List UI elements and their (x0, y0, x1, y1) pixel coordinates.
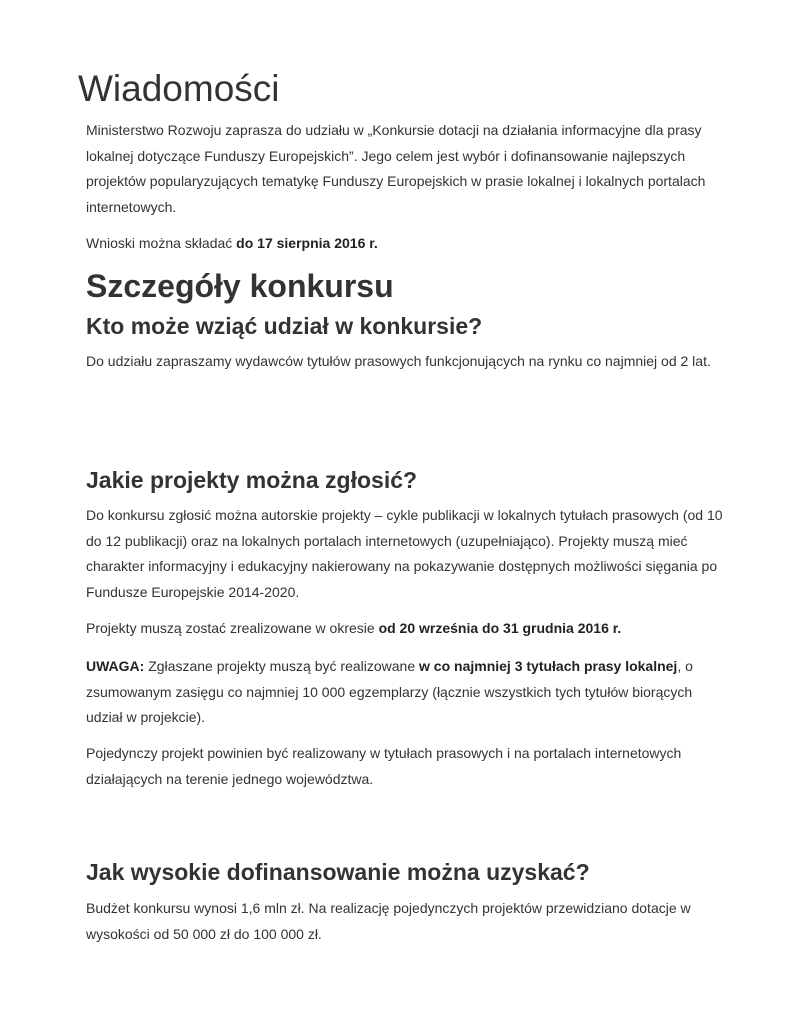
funding-section (86, 856, 726, 888)
who-heading: Kto może wziąć udział w konkursie? (86, 313, 483, 339)
warning-text-2: , o zsumowanym zasięgu co najmniej 10 000 egzemplarzy (łącznie wszystkich tych tytułów biorących udział w projekcie). (86, 658, 693, 726)
period-section (86, 616, 726, 642)
period-prefix: Projekty muszą zostać zrealizowane w okresie (86, 620, 379, 636)
projects-heading: Jakie projekty można zgłosić? (86, 467, 418, 493)
projects-paragraph: Do konkursu zgłosić można autorskie projekty – cykle publikacji w lokalnych tytułach prasowych (od 10 do 12 publikacji) oraz na lokalnych portalach internetowych (uzupełniająco). Projekty muszą mieć charakter informacyjny i edukacyjny nakierowany na pokazywanie dostępnych możliwości sięgania po Fundusze Europejskie 2014-2020. (86, 507, 723, 601)
warning-label: UWAGA: (86, 658, 145, 674)
funding-text-section (86, 896, 726, 947)
who-paragraph: Do udziału zapraszamy wydawców tytułów prasowych funkcjonujących na rynku co najmniej od 2 lat. (86, 353, 711, 369)
warning-text-1: Zgłaszane projekty muszą być realizowane (144, 658, 420, 674)
warning-paragraph (86, 654, 726, 731)
who-text-section (86, 349, 726, 375)
deadline-paragraph (86, 231, 726, 257)
details-heading: Szczegóły konkursu (86, 268, 394, 304)
warning-section (86, 654, 726, 731)
page-title: Wiadomości (78, 68, 280, 109)
period-paragraph (86, 616, 726, 642)
projects-text-section (86, 503, 726, 606)
single-project-paragraph: Pojedynczy projekt powinien być realizowany w tytułach prasowych i na portalach internetowych działających na terenie jednego województwa. (86, 745, 682, 787)
projects-section (86, 464, 726, 496)
warning-bold: w co najmniej 3 tytułach prasy lokalnej (419, 658, 678, 674)
deadline-date: do 17 sierpnia 2016 r. (236, 235, 378, 251)
funding-heading: Jak wysokie dofinansowanie można uzyskać? (86, 859, 590, 885)
intro-section (86, 118, 726, 221)
period-dates: od 20 września do 31 grudnia 2016 r. (378, 620, 622, 636)
deadline-prefix: Wnioski można składać (86, 235, 237, 251)
deadline-section (86, 231, 726, 257)
single-project-section (86, 741, 726, 792)
funding-paragraph: Budżet konkursu wynosi 1,6 mln zł. Na realizację pojedynczych projektów przewidziano dotacje w wysokości od 50 000 zł do 100 000 zł. (86, 900, 691, 942)
who-section (86, 310, 726, 342)
intro-paragraph: Ministerstwo Rozwoju zaprasza do udziału w „Konkursie dotacji na działania informacyjne dla prasy lokalnej dotyczące Funduszy Europejskich”. Jego celem jest wybór i dofinansowanie najlepszych projektów popularyzujących tematykę Funduszy Europejskich w prasie lokalnej i lokalnych portalach internetowych. (86, 122, 706, 216)
details-section (86, 266, 726, 306)
